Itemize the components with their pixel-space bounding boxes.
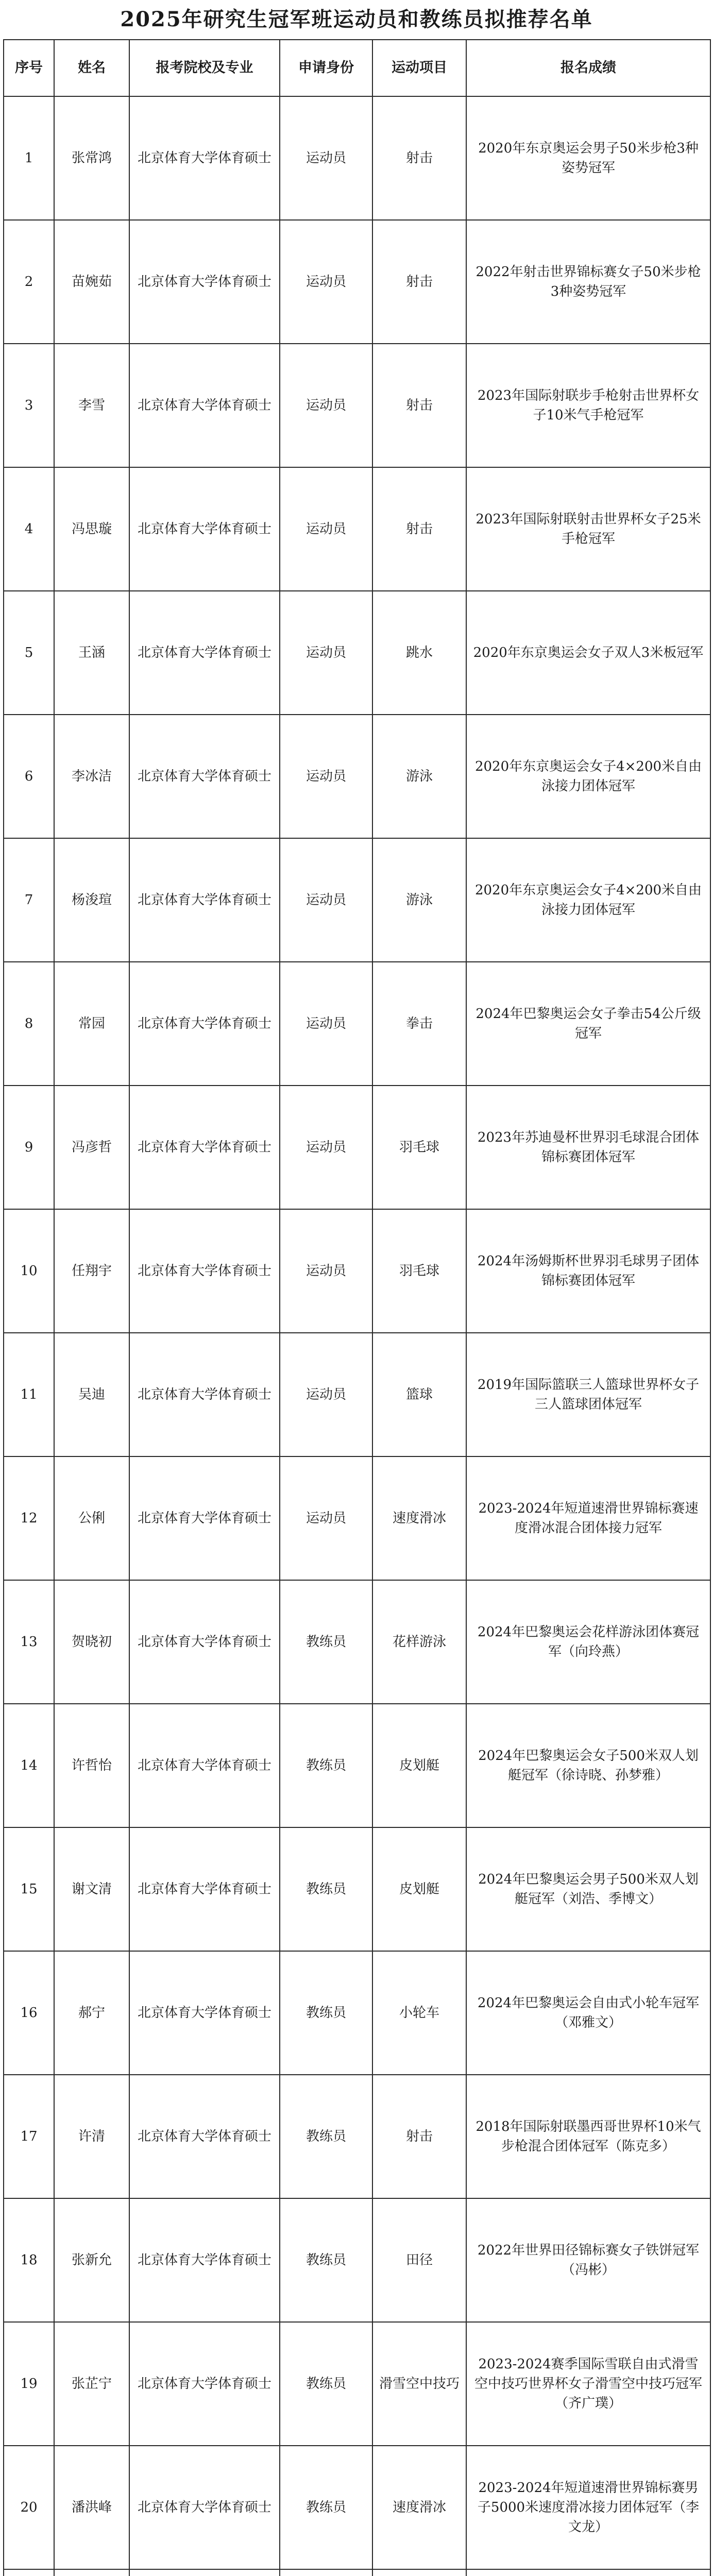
cell-role: 教练员 (280, 1951, 372, 2075)
table-row (4, 1704, 710, 1827)
cell-sport: 皮划艇 (372, 1704, 466, 1827)
cell-no: 18 (4, 2198, 54, 2322)
table-body (4, 96, 710, 2576)
cell-role (280, 2569, 372, 2576)
cell-result: 2024年汤姆斯杯世界羽毛球男子团体锦标赛团体冠军 (466, 1209, 710, 1333)
cell-no: 19 (4, 2322, 54, 2446)
cell-school: 北京体育大学体育硕士 (129, 1456, 280, 1580)
cell-result: 2023年国际射联射击世界杯女子25米手枪冠军 (466, 467, 710, 591)
table-row (4, 1827, 710, 1951)
header-name: 姓名 (54, 40, 129, 96)
cell-sport: 羽毛球 (372, 1209, 466, 1333)
cell-name: 任翔宇 (54, 1209, 129, 1333)
cell-result: 2020年东京奥运会女子4×200米自由泳接力团体冠军 (466, 838, 710, 962)
cell-role: 教练员 (280, 1580, 372, 1704)
cell-role: 教练员 (280, 1704, 372, 1827)
cell-name: 常园 (54, 962, 129, 1086)
table-row (4, 344, 710, 467)
cell-result: 2024年巴黎奥运会自由式小轮车冠军（邓雅文） (466, 1951, 710, 2075)
cell-result: 2019年国际篮联三人篮球世界杯女子三人篮球团体冠军 (466, 1333, 710, 1456)
header-no: 序号 (4, 40, 54, 96)
cell-school: 北京体育大学体育硕士 (129, 467, 280, 591)
table-row (4, 1333, 710, 1456)
cell-name: 李冰洁 (54, 715, 129, 838)
cell-school: 北京体育大学体育硕士 (129, 591, 280, 715)
header-role: 申请身份 (280, 40, 372, 96)
cell-no (4, 2569, 54, 2576)
header-result: 报名成绩 (466, 40, 710, 96)
cell-school: 北京体育大学体育硕士 (129, 715, 280, 838)
cell-name (54, 2569, 129, 2576)
cell-sport: 田径 (372, 2198, 466, 2322)
cell-no: 9 (4, 1086, 54, 1209)
cell-name: 公俐 (54, 1456, 129, 1580)
cell-name: 张芷宁 (54, 2322, 129, 2446)
cell-school: 北京体育大学体育硕士 (129, 2075, 280, 2198)
table-row (4, 1456, 710, 1580)
table-header (4, 40, 710, 96)
cell-school: 北京体育大学体育硕士 (129, 1827, 280, 1951)
table-row (4, 962, 710, 1086)
cell-sport: 速度滑冰 (372, 1456, 466, 1580)
cell-role: 教练员 (280, 1827, 372, 1951)
roster-table (3, 39, 711, 2576)
cell-sport: 游泳 (372, 838, 466, 962)
cell-no: 7 (4, 838, 54, 962)
cell-role: 运动员 (280, 838, 372, 962)
table-row (4, 2569, 710, 2576)
table-row (4, 2075, 710, 2198)
cell-school (129, 2569, 280, 2576)
cell-name: 吴迪 (54, 1333, 129, 1456)
cell-role: 教练员 (280, 2075, 372, 2198)
cell-school: 北京体育大学体育硕士 (129, 1333, 280, 1456)
cell-result: 2023-2024年短道速滑世界锦标赛男子5000米速度滑冰接力团体冠军（李文龙） (466, 2446, 710, 2569)
cell-no: 4 (4, 467, 54, 591)
cell-no: 11 (4, 1333, 54, 1456)
cell-sport: 拳击 (372, 962, 466, 1086)
cell-role: 运动员 (280, 1456, 372, 1580)
cell-result: 2023-2024赛季国际雪联自由式滑雪空中技巧世界杯女子滑雪空中技巧冠军（齐广璞） (466, 2322, 710, 2446)
cell-sport: 跳水 (372, 591, 466, 715)
cell-school: 北京体育大学体育硕士 (129, 962, 280, 1086)
cell-sport: 羽毛球 (372, 1086, 466, 1209)
cell-school: 北京体育大学体育硕士 (129, 1580, 280, 1704)
table-row (4, 2198, 710, 2322)
table-row (4, 1580, 710, 1704)
cell-role: 运动员 (280, 1333, 372, 1456)
cell-result: 2024年巴黎奥运会女子拳击54公斤级冠军 (466, 962, 710, 1086)
cell-no: 15 (4, 1827, 54, 1951)
cell-role: 运动员 (280, 344, 372, 467)
table-row (4, 1951, 710, 2075)
cell-school: 北京体育大学体育硕士 (129, 1951, 280, 2075)
cell-name: 郝宁 (54, 1951, 129, 2075)
cell-name: 王涵 (54, 591, 129, 715)
cell-sport: 游泳 (372, 715, 466, 838)
cell-role: 运动员 (280, 962, 372, 1086)
cell-result: 2020年东京奥运会女子双人3米板冠军 (466, 591, 710, 715)
cell-result: 2023年苏迪曼杯世界羽毛球混合团体锦标赛团体冠军 (466, 1086, 710, 1209)
cell-no: 10 (4, 1209, 54, 1333)
cell-name: 苗婉茹 (54, 220, 129, 344)
cell-school: 北京体育大学体育硕士 (129, 838, 280, 962)
cell-sport: 小轮车 (372, 1951, 466, 2075)
table-row (4, 591, 710, 715)
cell-school: 北京体育大学体育硕士 (129, 1086, 280, 1209)
cell-result: 2020年东京奥运会男子50米步枪3种姿势冠军 (466, 96, 710, 220)
cell-no: 3 (4, 344, 54, 467)
cell-name: 杨浚瑄 (54, 838, 129, 962)
cell-role: 教练员 (280, 2322, 372, 2446)
cell-no: 1 (4, 96, 54, 220)
cell-result: 2023年国际射联步手枪射击世界杯女子10米气手枪冠军 (466, 344, 710, 467)
header-sport: 运动项目 (372, 40, 466, 96)
cell-role: 教练员 (280, 2446, 372, 2569)
table-row (4, 467, 710, 591)
cell-sport: 射击 (372, 220, 466, 344)
cell-sport: 皮划艇 (372, 1827, 466, 1951)
cell-name: 许清 (54, 2075, 129, 2198)
cell-sport: 射击 (372, 2075, 466, 2198)
cell-name: 谢文清 (54, 1827, 129, 1951)
cell-result (466, 2569, 710, 2576)
cell-name: 张新允 (54, 2198, 129, 2322)
cell-sport: 速度滑冰 (372, 2446, 466, 2569)
cell-role: 运动员 (280, 715, 372, 838)
cell-result: 2020年东京奥运会女子4×200米自由泳接力团体冠军 (466, 715, 710, 838)
table-row (4, 1209, 710, 1333)
cell-sport: 射击 (372, 467, 466, 591)
header-row (4, 40, 710, 96)
page-title: 2025年研究生冠军班运动员和教练员拟推荐名单 (120, 7, 593, 31)
cell-sport (372, 2569, 466, 2576)
cell-name: 张常鸿 (54, 96, 129, 220)
cell-name: 冯思璇 (54, 467, 129, 591)
cell-no: 2 (4, 220, 54, 344)
table-row (4, 96, 710, 220)
cell-no: 13 (4, 1580, 54, 1704)
cell-name: 冯彦哲 (54, 1086, 129, 1209)
cell-role: 运动员 (280, 1086, 372, 1209)
cell-sport: 射击 (372, 344, 466, 467)
cell-sport: 射击 (372, 96, 466, 220)
cell-school: 北京体育大学体育硕士 (129, 2322, 280, 2446)
table-row (4, 2322, 710, 2446)
cell-no: 6 (4, 715, 54, 838)
cell-no: 14 (4, 1704, 54, 1827)
cell-name: 许哲怡 (54, 1704, 129, 1827)
cell-result: 2022年世界田径锦标赛女子铁饼冠军（冯彬） (466, 2198, 710, 2322)
cell-no: 12 (4, 1456, 54, 1580)
cell-result: 2024年巴黎奥运会花样游泳团体赛冠军（向玲燕） (466, 1580, 710, 1704)
table-row (4, 2446, 710, 2569)
cell-no: 20 (4, 2446, 54, 2569)
cell-no: 16 (4, 1951, 54, 2075)
cell-school: 北京体育大学体育硕士 (129, 220, 280, 344)
cell-result: 2018年国际射联墨西哥世界杯10米气步枪混合团体冠军（陈克多） (466, 2075, 710, 2198)
cell-result: 2023-2024年短道速滑世界锦标赛速度滑冰混合团体接力冠军 (466, 1456, 710, 1580)
cell-no: 17 (4, 2075, 54, 2198)
cell-name: 潘洪峰 (54, 2446, 129, 2569)
cell-school: 北京体育大学体育硕士 (129, 96, 280, 220)
cell-result: 2024年巴黎奥运会男子500米双人划艇冠军（刘浩、季博文） (466, 1827, 710, 1951)
cell-result: 2024年巴黎奥运会女子500米双人划艇冠军（徐诗晓、孙梦雅） (466, 1704, 710, 1827)
cell-role: 运动员 (280, 467, 372, 591)
header-school: 报考院校及专业 (129, 40, 280, 96)
cell-school: 北京体育大学体育硕士 (129, 1704, 280, 1827)
cell-school: 北京体育大学体育硕士 (129, 2198, 280, 2322)
cell-sport: 花样游泳 (372, 1580, 466, 1704)
cell-school: 北京体育大学体育硕士 (129, 2446, 280, 2569)
table-row (4, 220, 710, 344)
cell-role: 运动员 (280, 220, 372, 344)
table-row (4, 1086, 710, 1209)
cell-role: 运动员 (280, 1209, 372, 1333)
table-row (4, 715, 710, 838)
cell-sport: 篮球 (372, 1333, 466, 1456)
cell-role: 运动员 (280, 96, 372, 220)
cell-name: 李雪 (54, 344, 129, 467)
cell-no: 5 (4, 591, 54, 715)
cell-sport: 滑雪空中技巧 (372, 2322, 466, 2446)
cell-role: 运动员 (280, 591, 372, 715)
cell-role: 教练员 (280, 2198, 372, 2322)
cell-result: 2022年射击世界锦标赛女子50米步枪3种姿势冠军 (466, 220, 710, 344)
cell-name: 贺晓初 (54, 1580, 129, 1704)
table-row (4, 838, 710, 962)
cell-school: 北京体育大学体育硕士 (129, 344, 280, 467)
cell-school: 北京体育大学体育硕士 (129, 1209, 280, 1333)
cell-no: 8 (4, 962, 54, 1086)
